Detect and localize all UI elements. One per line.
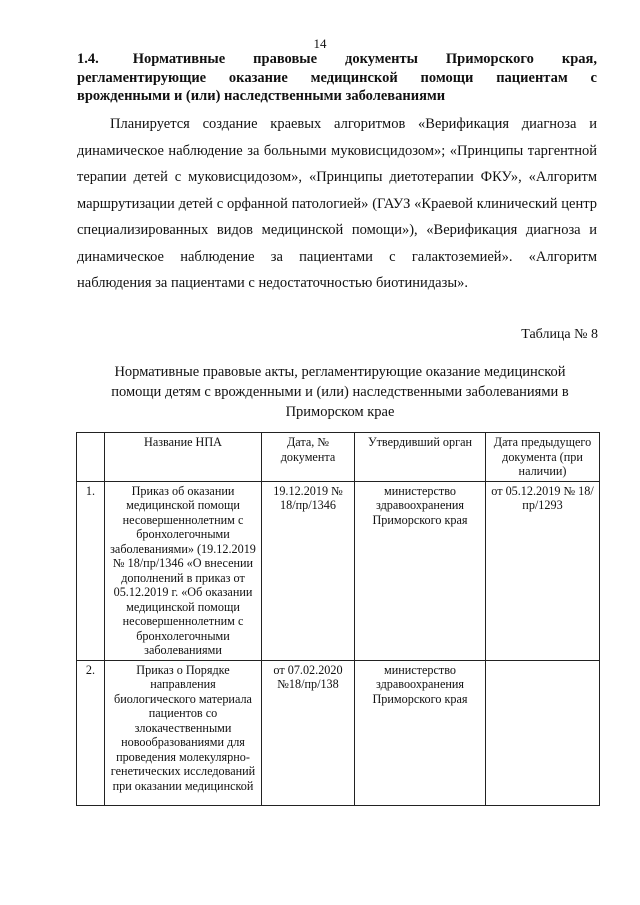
row-number: 1. [77, 481, 105, 660]
row-date: от 07.02.2020 №18/пр/138 [262, 660, 355, 805]
row-authority: министерство здравоохранения Приморского края [355, 660, 486, 805]
table-row [77, 660, 600, 805]
row-authority: министерство здравоохранения Приморского края [355, 481, 486, 660]
row-name: Приказ о Порядке направления биологического материала пациентов со злокачественными новообразованиями для проведения молекулярно-генетических исследований при оказании медицинской [105, 660, 262, 805]
npa-table [76, 432, 600, 806]
row-date: 19.12.2019 № 18/пр/1346 [262, 481, 355, 660]
header-name: Название НПА [105, 433, 262, 482]
header-authority: Утвердивший орган [355, 433, 486, 482]
row-number: 2. [77, 660, 105, 805]
section-title: Нормативные правовые документы Приморского края, регламентирующие оказание медицинской помощи пациентам с врожденными и (или) наследственными заболеваниями [77, 51, 598, 104]
header-num [77, 433, 105, 482]
table-label: Таблица № 8 [521, 327, 598, 342]
section-number: 1.4. [77, 51, 99, 67]
row-name: Приказ об оказании медицинской помощи несовершеннолетним с бронхолегочными заболеваниями» (19.12.2019 № 18/пр/1346 «О внесении дополнений в приказ от 05.12.2019 г. «Об оказании медицинской помощи несовершеннолетним с бронхолегочными заболеваниями [105, 481, 262, 660]
table-caption: Нормативные правовые акты, регламентирующие оказание медицинской помощи детям с врожденными и (или) наследственными заболеваниями в Приморском крае [111, 364, 569, 420]
row-prev [486, 660, 600, 805]
page-number: 14 [313, 36, 327, 51]
row-prev: от 05.12.2019 № 18/пр/1293 [486, 481, 600, 660]
table-header-row [77, 433, 600, 482]
body-paragraph: Планируется создание краевых алгоритмов «Верификация диагноза и динамическое наблюдение за больными муковисцидозом»; «Принципы таргентной терапии детей с муковисцидозом», «Принципы диетотерапии ФКУ», «Алгоритм маршрутизации детей с орфанной патологией» (ГАУЗ «Краевой клинический центр специализированных видов медицинской помощи»), «Верификация диагноза и динамическое наблюдение за пациентами с галактоземией». «Алгоритм наблюдения за пациентами с недостаточностью биотинидазы». [77, 116, 597, 291]
table-row [77, 481, 600, 660]
section-heading [77, 50, 597, 106]
header-prev: Дата предыдущего документа (при наличии) [486, 433, 600, 482]
header-date: Дата, № документа [262, 433, 355, 482]
